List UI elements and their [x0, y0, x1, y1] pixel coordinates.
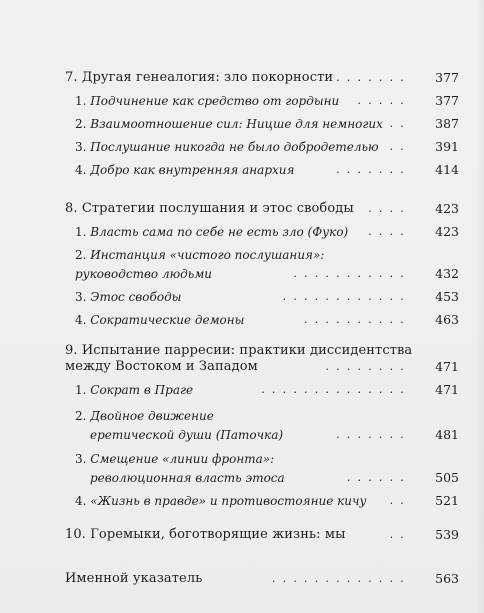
section-title: 4. «Жизнь в правде» и противостояние кичу — [75, 494, 367, 508]
toc-section-8-2-line2[interactable] — [0, 264, 484, 284]
leader-dots: ....... — [336, 163, 411, 176]
section-title: 1. Подчинение как средство от гордыни — [75, 94, 340, 108]
toc-section-8-1[interactable] — [0, 222, 484, 242]
page-number: 471 — [435, 359, 459, 374]
section-title: 2. Двойное движение — [75, 409, 214, 423]
page-number: 539 — [435, 527, 459, 542]
leader-dots: ............. — [271, 572, 411, 585]
section-title: 2. Взаимоотношение сил: Ницше для немногих — [75, 117, 383, 131]
section-title: 4. Сократические демоны — [75, 313, 245, 327]
section-title: 1. Власть сама по себе не есть зло (Фуко) — [75, 225, 349, 239]
page-number: 563 — [435, 571, 459, 586]
section-title: 1. Сократ в Праге — [75, 383, 194, 397]
toc-section-7-1[interactable] — [0, 91, 484, 111]
chapter-title: 9. Испытание парресии: практики диссидентства — [65, 343, 413, 358]
section-title: 3. Смещение «линии фронта»: — [75, 452, 275, 466]
leader-dots: ....... — [336, 428, 411, 441]
section-title: 2. Инстанция «чистого послушания»: — [75, 248, 325, 262]
toc-name-index[interactable] — [0, 569, 484, 589]
leader-dots: ...... — [346, 471, 411, 484]
leader-dots: .. — [389, 494, 411, 507]
page-number: 463 — [435, 312, 459, 327]
toc-section-9-4[interactable] — [0, 491, 484, 511]
page-number: 377 — [435, 93, 459, 108]
chapter-title: Именной указатель — [65, 571, 203, 586]
toc-section-7-4[interactable] — [0, 160, 484, 180]
toc-section-9-3-line1[interactable] — [0, 449, 484, 469]
page-number: 387 — [435, 116, 459, 131]
page-number: 453 — [435, 289, 459, 304]
page-number: 521 — [435, 493, 459, 508]
leader-dots: .. — [389, 140, 411, 153]
page-number: 377 — [435, 70, 459, 85]
section-title-continued: еретической души (Паточка) — [90, 428, 284, 442]
leader-dots: .. — [389, 528, 411, 541]
page-number: 391 — [435, 139, 459, 154]
leader-dots: ............ — [282, 290, 411, 303]
chapter-title-continued: между Востоком и Западом — [65, 359, 258, 374]
toc-section-9-2-line2[interactable] — [0, 425, 484, 445]
toc-section-9-2-line1[interactable] — [0, 406, 484, 426]
page-number: 423 — [435, 224, 459, 239]
section-title-continued: руководство людьми — [75, 267, 212, 281]
toc-section-9-1[interactable] — [0, 380, 484, 400]
chapter-title: 7. Другая генеалогия: зло покорности — [65, 70, 334, 85]
page-number: 505 — [435, 470, 459, 485]
chapter-title: 8. Стратегии послушания и этос свободы — [65, 201, 354, 216]
page-number: 423 — [435, 201, 459, 216]
section-title: 4. Добро как внутренняя анархия — [75, 163, 295, 177]
toc-chapter-8[interactable] — [0, 199, 484, 219]
leader-dots: .. — [389, 117, 411, 130]
toc-chapter-10[interactable] — [0, 525, 484, 545]
leader-dots: .......... — [304, 313, 411, 326]
leader-dots: ........ — [325, 360, 411, 373]
leader-dots: .... — [368, 202, 411, 215]
page-number: 432 — [435, 266, 459, 281]
toc-section-7-2[interactable] — [0, 114, 484, 134]
section-title: 3. Послушание никогда не было добродетелью — [75, 140, 379, 154]
section-title: 3. Этос свободы — [75, 290, 182, 304]
leader-dots: ....... — [336, 71, 411, 84]
page-number: 471 — [435, 382, 459, 397]
page-number: 414 — [435, 162, 459, 177]
page-edge-shadow — [476, 0, 484, 613]
section-title-continued: революционная власть этоса — [90, 471, 285, 485]
toc-section-8-4[interactable] — [0, 310, 484, 330]
leader-dots: ..... — [357, 94, 411, 107]
toc-section-9-3-line2[interactable] — [0, 468, 484, 488]
toc-section-8-3[interactable] — [0, 287, 484, 307]
chapter-title: 10. Горемыки, боготворящие жизнь: мы — [65, 527, 346, 542]
leader-dots: ........... — [293, 267, 411, 280]
leader-dots: .... — [368, 225, 411, 238]
toc-section-7-3[interactable] — [0, 137, 484, 157]
page-number: 481 — [435, 427, 459, 442]
leader-dots: .............. — [261, 383, 411, 396]
toc-chapter-7[interactable] — [0, 68, 484, 88]
toc-section-8-2-line1[interactable] — [0, 245, 484, 265]
toc-chapter-9-line2[interactable] — [0, 357, 484, 377]
